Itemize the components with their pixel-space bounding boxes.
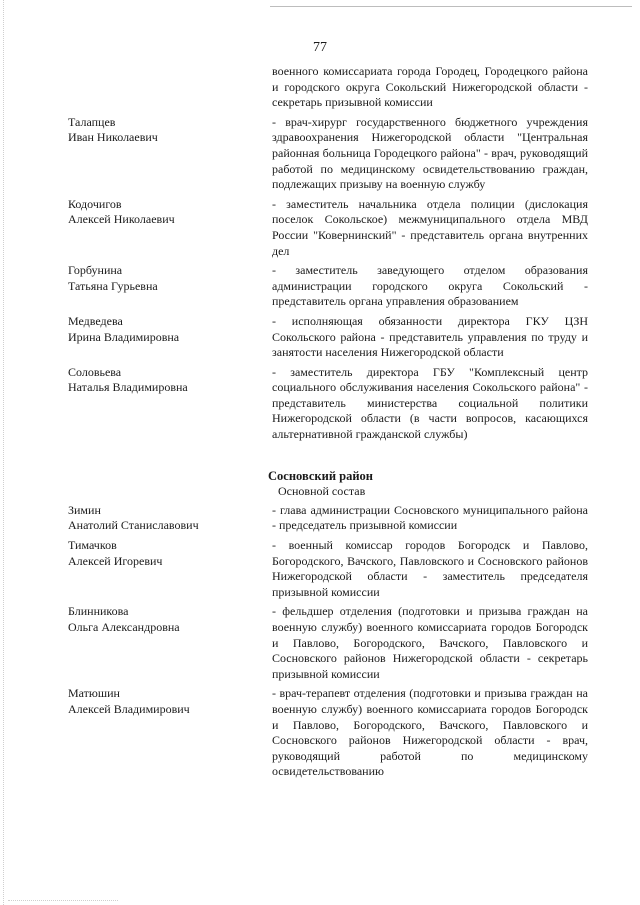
member-given-name: Алексей Николаевич [68, 212, 175, 227]
member-entry [68, 263, 588, 310]
member-name [68, 686, 272, 780]
member-entry [68, 197, 588, 259]
member-entry [68, 314, 588, 361]
page-number: 77 [313, 40, 327, 55]
member-name [68, 604, 272, 682]
member-entry [68, 365, 588, 443]
member-role: - заместитель директора ГБУ "Комплексный центр социального обслуживания населения Сокольского района" - представитель министерства социальной политики Нижегородской области (в части вопросов, касающихся альтернативной гражданской службы) [272, 364, 588, 442]
member-role: - врач-терапевт отделения (подготовки и призыва граждан на военную службу) военного комиссариата городов Богородск и Павлово, Богородского, Вачского, Павловского и Сосновского районов Нижегородской области - врач, руководящий работой по медицинскому освидетельствованию [272, 686, 588, 779]
left-scan-edge [3, 0, 4, 905]
member-entry [68, 503, 588, 534]
member-surname: Блинникова [68, 604, 129, 619]
member-surname: Матюшин [68, 686, 120, 701]
member-role: - заместитель заведующего отделом образования администрации городского округа Сокольский - представитель органа управления образованием [272, 263, 588, 309]
member-entry [68, 604, 588, 682]
member-given-name: Алексей Владимирович [68, 701, 190, 716]
member-name [68, 115, 272, 193]
member-given-name: Наталья Владимировна [68, 380, 188, 395]
member-entry [68, 538, 588, 600]
member-entry [68, 686, 588, 780]
member-name [68, 64, 272, 65]
member-name [68, 503, 272, 534]
member-surname: Медведева [68, 313, 123, 328]
member-surname: Кодочигов [68, 196, 122, 211]
bottom-scan-marks [8, 900, 118, 901]
member-name [68, 538, 272, 600]
section-subtitle: Основной состав [278, 484, 366, 499]
member-surname: Тимачков [68, 538, 117, 553]
member-name [68, 197, 272, 259]
member-given-name: Ирина Владимировна [68, 329, 180, 344]
member-surname: Зимин [68, 502, 101, 517]
member-entry [68, 115, 588, 193]
member-role: военного комиссариата города Городец, Городецкого района и городского округа Сокольский Нижегородской области - секретарь призывной комиссии [272, 64, 588, 110]
member-role: - военный комиссар городов Богородск и Павлово, Богородского, Вачского, Павловского и Сосновского районов Нижегородской области - заместитель председателя призывной комиссии [272, 538, 588, 599]
member-given-name: Татьяна Гурьевна [68, 278, 158, 293]
document-body [68, 64, 588, 784]
member-surname: Соловьева [68, 364, 122, 379]
member-surname: Горбунина [68, 263, 123, 278]
member-surname: Талапцев [68, 114, 116, 129]
member-entry [68, 64, 588, 111]
member-given-name: Ольга Александровна [68, 620, 180, 634]
section-title: Сосновский район [268, 468, 374, 483]
member-name [68, 314, 272, 361]
member-name [68, 365, 272, 443]
member-given-name: Иван Николаевич [68, 130, 158, 145]
member-name [68, 263, 272, 310]
member-role: - исполняющая обязанности директора ГКУ ЦЗН Сокольского района - представитель управления по труду и занятости населения Нижегородской области [272, 313, 588, 360]
member-given-name: Алексей Игоревич [68, 553, 163, 568]
member-role: - врач-хирург государственного бюджетного учреждения здравоохранения Нижегородской области "Центральная районная больница Городецкого района" - врач, руководящий работой по медицинскому освидетельствованию граждан, подлежащих призыву на военную службу [272, 114, 588, 192]
member-given-name: Анатолий Станиславович [68, 518, 199, 533]
member-role: - заместитель начальника отдела полиции (дислокация поселок Сокольское) межмуниципального отдела МВД России "Ковернинский" - представитель органа внутренних дел [272, 196, 588, 258]
member-role: - фельдшер отделения (подготовки и призыва граждан на военную службу) военного комиссариата городов Богородск и Павлово, Богородского, Вачского, Павловского и Сосновского районов Нижегородской области - секретарь призывной комиссии [272, 604, 588, 681]
member-role: - глава администрации Сосновского муниципального района - председатель призывной комиссии [272, 502, 588, 533]
top-border-line [270, 6, 632, 7]
